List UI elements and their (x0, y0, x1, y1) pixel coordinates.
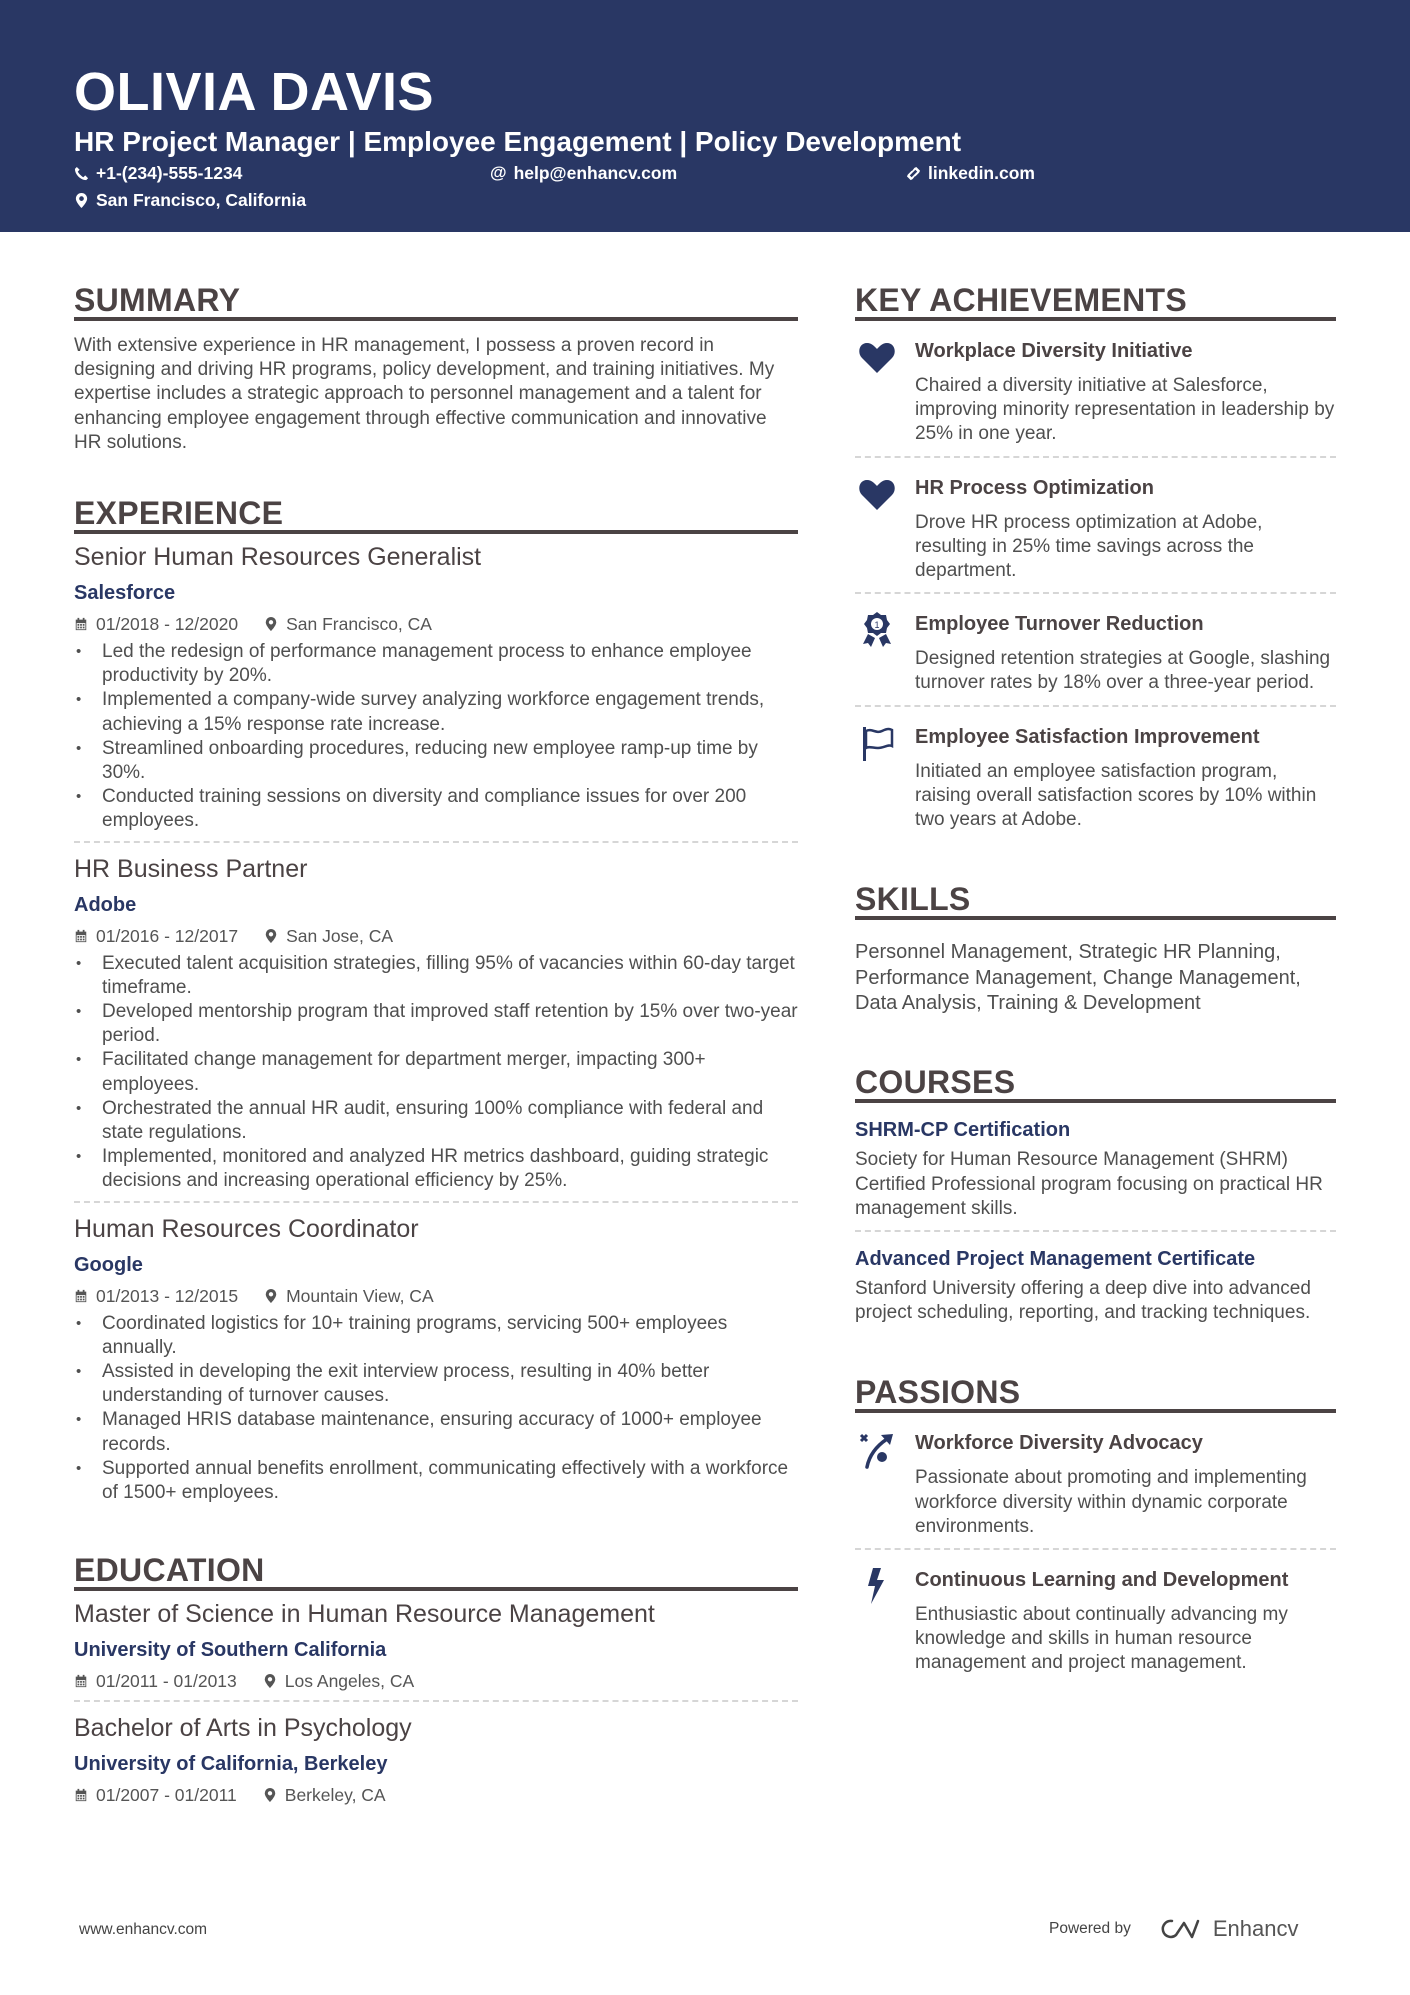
location-text: Berkeley, CA (284, 1785, 386, 1806)
date-location-row (74, 1783, 798, 1807)
date-text: 01/2011 - 01/2013 (96, 1671, 237, 1692)
calendar-icon (74, 1288, 88, 1304)
candidate-headline: HR Project Manager | Employee Engagement | Policy Development (74, 126, 962, 157)
location-icon (263, 1673, 277, 1689)
bolt-icon (857, 1566, 897, 1606)
location-icon (74, 193, 89, 208)
date-range (74, 612, 238, 636)
course-title: SHRM-CP Certification (855, 1119, 1071, 1142)
date-text: 01/2018 - 12/2020 (96, 614, 239, 635)
achievements-list (855, 321, 1336, 841)
course-description: Stanford University offering a deep dive into advanced project scheduling, reporting, and tracking techniques. (855, 1278, 1311, 1324)
contact-location (74, 189, 306, 211)
location-icon (264, 616, 278, 632)
achievement-item (855, 321, 1336, 458)
calendar-icon (74, 1787, 88, 1803)
date-location-row (74, 1669, 798, 1693)
link-text: linkedin.com (928, 163, 1035, 183)
passions-heading: PASSIONS (855, 1375, 1336, 1413)
achievement-item (855, 594, 1336, 706)
at-icon: @ (490, 163, 507, 182)
job-title: HR Business Partner (74, 854, 308, 883)
achievement-item-body (915, 337, 1336, 447)
degree-title: Bachelor of Arts in Psychology (74, 1714, 412, 1743)
right-column (855, 283, 1336, 1726)
achievement-bullets (74, 952, 798, 1194)
achievement-item-title: Workplace Diversity Initiative (915, 340, 1193, 362)
date-range (74, 1783, 237, 1807)
date-location-row (74, 612, 798, 636)
date-location-row (74, 1284, 798, 1308)
achievement-item-description: Designed retention strategies at Google, slashing turnover rates by 18% over a three-year period. (915, 648, 1331, 694)
date-range (74, 1284, 238, 1308)
achievements-section (855, 283, 1336, 841)
company-name: Google (74, 1253, 143, 1276)
date-text: 01/2016 - 12/2017 (96, 925, 239, 946)
experience-list (74, 534, 798, 1512)
bullet-item: • Assisted in developing the exit interview process, resulting in 40% better understanding of turnover causes. (74, 1360, 798, 1408)
contact-email[interactable] (490, 162, 677, 184)
achievement-item-body (915, 610, 1336, 695)
bullet-item: • Implemented, monitored and analyzed HR metrics dashboard, guiding strategic decisions and increasing operational efficiency by 25%. (74, 1145, 798, 1193)
courses-heading: COURSES (855, 1065, 1336, 1103)
company-name: Salesforce (74, 582, 176, 605)
heart-icon (857, 337, 897, 377)
school-name: University of Southern California (74, 1639, 387, 1662)
achievement-item-title: Employee Turnover Reduction (915, 613, 1204, 636)
summary-text: With extensive experience in HR management, I possess a proven record in designing and driving HR programs, policy development, and training initiatives. My expertise includes a strategic approach to personnel management and a talent for enhancing employee engagement through effective communication and innovative HR solutions. (74, 335, 775, 453)
svg-text:1: 1 (874, 620, 880, 631)
achievement-bullets (74, 1312, 798, 1506)
calendar-icon (74, 928, 88, 944)
achievement-bullets (74, 640, 798, 834)
achievement-item-icon-wrap (855, 610, 915, 695)
achievement-item-icon-wrap (855, 337, 915, 447)
powered-by-text: Powered by (1049, 1920, 1131, 1937)
flag-icon (857, 723, 897, 763)
left-column (74, 283, 798, 1855)
experience-heading: EXPERIENCE (74, 496, 798, 534)
date-text: 01/2007 - 01/2011 (96, 1785, 237, 1806)
medal-icon (857, 610, 897, 650)
job-title: Human Resources Coordinator (74, 1214, 419, 1243)
passion-item-title: Workforce Diversity Advocacy (915, 1432, 1203, 1455)
achievement-item-icon-wrap (855, 723, 915, 833)
bullet-item: • Conducted training sessions on diversity and compliance issues for over 200 employees. (74, 785, 798, 833)
passion-item-body (915, 1566, 1336, 1676)
education-heading: EDUCATION (74, 1553, 798, 1591)
experience-entry (74, 1203, 798, 1513)
passions-list (855, 1413, 1336, 1684)
location-text: Mountain View, CA (286, 1285, 434, 1306)
achievement-item-body (915, 723, 1336, 833)
email-text: help@enhancv.com (513, 163, 678, 183)
summary-heading: SUMMARY (74, 283, 798, 321)
passion-item (855, 1413, 1336, 1550)
degree-title: Master of Science in Human Resource Management (74, 1600, 655, 1629)
enhancv-logo[interactable] (1157, 1916, 1299, 1942)
location-text: San Jose, CA (286, 925, 394, 946)
achievement-item (855, 707, 1336, 842)
footer-branding (1049, 1916, 1298, 1942)
achievement-item-description: Drove HR process optimization at Adobe, resulting in 25% time savings across the department. (915, 511, 1263, 582)
location (264, 612, 432, 636)
date-range (74, 1669, 237, 1693)
location-icon (263, 1787, 277, 1803)
date-range (74, 924, 238, 948)
location-icon (264, 928, 278, 944)
achievements-heading: KEY ACHIEVEMENTS (855, 283, 1336, 321)
achievement-item-description: Initiated an employee satisfaction program, raising overall satisfaction scores by 10% within two years at Adobe. (915, 760, 1317, 831)
bullet-item: • Supported annual benefits enrollment, communicating effectively with a workforce of 1500+ employees. (74, 1457, 798, 1505)
bullet-item: • Led the redesign of performance management process to enhance employee productivity by 20%. (74, 640, 798, 688)
bullet-item: • Coordinated logistics for 10+ training programs, servicing 500+ employees annually. (74, 1312, 798, 1360)
passion-item-body (915, 1429, 1336, 1539)
date-location-row (74, 924, 798, 948)
skills-heading: SKILLS (855, 882, 1336, 920)
location (263, 1669, 414, 1693)
date-text: 01/2013 - 12/2015 (96, 1285, 239, 1306)
location-text: San Francisco, California (96, 190, 307, 210)
strategy-icon (857, 1429, 897, 1469)
skills-section (855, 882, 1336, 1016)
courses-list (855, 1103, 1336, 1334)
location (264, 1284, 434, 1308)
achievement-item-description: Chaired a diversity initiative at Salesforce, improving minority representation in leadership by 25% in one year. (915, 375, 1335, 445)
contact-phone[interactable] (74, 162, 242, 184)
bullet-item: • Managed HRIS database maintenance, ensuring accuracy of 1000+ employee records. (74, 1408, 798, 1456)
bullet-item: • Implemented a company-wide survey analyzing workforce engagement trends, achieving a 15% response rate increase. (74, 688, 798, 736)
location-text: San Francisco, CA (286, 614, 432, 635)
passion-item-description: Enthusiastic about continually advancing my knowledge and skills in human resource management and project management. (915, 1604, 1288, 1674)
passion-item-description: Passionate about promoting and implementing workforce diversity within dynamic corporate environments. (915, 1467, 1307, 1537)
link-icon (906, 166, 921, 181)
phone-text: +1-(234)-555-1234 (96, 163, 243, 183)
passion-item-title: Continuous Learning and Development (915, 1569, 1289, 1592)
bullet-item: • Facilitated change management for department merger, impacting 300+ employees. (74, 1048, 798, 1096)
calendar-icon (74, 616, 88, 632)
contact-link[interactable] (906, 162, 1035, 184)
passion-item-icon-wrap (855, 1429, 915, 1539)
location (264, 924, 393, 948)
achievement-item-title: Employee Satisfaction Improvement (915, 725, 1260, 748)
passion-item (855, 1550, 1336, 1685)
bullet-item: • Developed mentorship program that improved staff retention by 15% over two-year period. (74, 1000, 798, 1048)
job-title: Senior Human Resources Generalist (74, 543, 482, 572)
education-list (74, 1591, 798, 1814)
education-entry (74, 1591, 798, 1702)
enhancv-logo-icon (1157, 1917, 1203, 1941)
course-item (855, 1232, 1336, 1334)
resume-header (0, 0, 1410, 232)
course-item (855, 1103, 1336, 1232)
achievement-item-body (915, 474, 1336, 584)
calendar-icon (74, 1673, 88, 1689)
education-section (74, 1553, 798, 1814)
experience-section (74, 496, 798, 1512)
education-entry (74, 1702, 798, 1814)
skills-text: Personnel Management, Strategic HR Planning, Performance Management, Change Management, Data Analysis, Training & Development (855, 941, 1301, 1015)
experience-entry (74, 534, 798, 843)
bullet-item: • Orchestrated the annual HR audit, ensuring 100% compliance with federal and state regulations. (74, 1097, 798, 1145)
passions-section (855, 1375, 1336, 1684)
enhancv-brand-text: Enhancv (1212, 1916, 1299, 1941)
footer-website[interactable]: www.enhancv.com (79, 1921, 208, 1938)
achievement-item-title: HR Process Optimization (915, 476, 1154, 499)
achievement-item (855, 458, 1336, 595)
experience-entry (74, 843, 798, 1203)
passion-item-icon-wrap (855, 1566, 915, 1676)
school-name: University of California, Berkeley (74, 1753, 388, 1776)
location (263, 1783, 386, 1807)
location-text: Los Angeles, CA (284, 1671, 415, 1692)
bullet-item: • Streamlined onboarding procedures, reducing new employee ramp-up time by 30%. (74, 737, 798, 785)
candidate-name: OLIVIA DAVIS (74, 62, 435, 122)
bullet-item: • Executed talent acquisition strategies, filling 95% of vacancies within 60-day target timeframe. (74, 952, 798, 1000)
achievement-item-icon-wrap (855, 474, 915, 584)
location-icon (264, 1288, 278, 1304)
summary-section (74, 283, 798, 455)
company-name: Adobe (74, 893, 137, 916)
heart-icon (857, 474, 897, 514)
phone-icon (74, 166, 89, 181)
course-description: Society for Human Resource Management (SHRM) Certified Professional program focusing on practical HR management skills. (855, 1149, 1323, 1219)
courses-section (855, 1065, 1336, 1334)
course-title: Advanced Project Management Certificate (855, 1248, 1256, 1271)
